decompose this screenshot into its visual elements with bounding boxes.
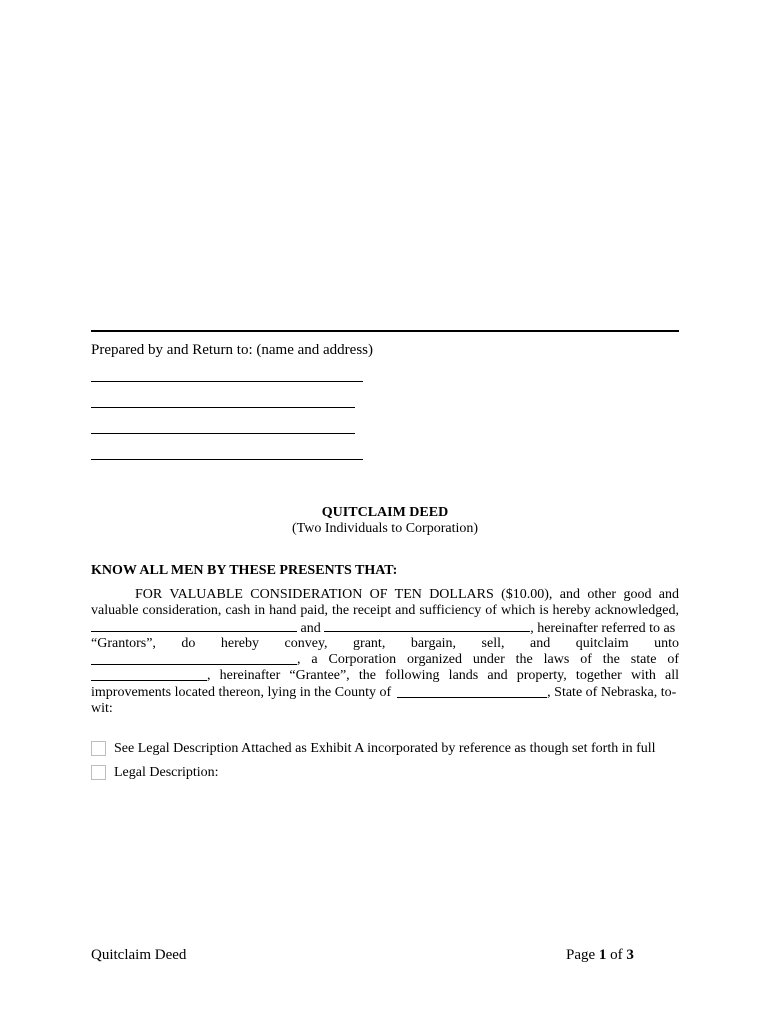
address-line-4[interactable] — [91, 459, 363, 460]
grantor-1-name-field[interactable] — [91, 619, 297, 632]
legal-description-label: Legal Description: — [114, 765, 219, 780]
address-line-1[interactable] — [91, 381, 363, 382]
corporation-text: , a Corporation organized under the laws of the state of — [297, 652, 679, 667]
consideration-line-1: FOR VALUABLE CONSIDERATION OF TEN DOLLARS ($10.00), and other good and — [135, 587, 679, 602]
prepared-by-label: Prepared by and Return to: (name and address) — [91, 342, 373, 358]
grantee-name-field[interactable] — [91, 652, 297, 665]
county-field[interactable] — [397, 685, 547, 698]
of-word: of — [610, 947, 623, 963]
grantors-line — [91, 619, 679, 637]
page-total: 3 — [626, 947, 634, 963]
footer-page-number — [566, 947, 634, 964]
and-text: and — [300, 621, 321, 636]
legal-description-checkbox[interactable] — [91, 765, 106, 780]
know-all-men-heading: KNOW ALL MEN BY THESE PRESENTS THAT: — [91, 563, 398, 578]
county-line — [91, 685, 679, 701]
exhibit-checkbox[interactable] — [91, 741, 106, 756]
grantors-convey-line: “Grantors”, do hereby convey, grant, bargain, sell, and quitclaim unto — [91, 636, 679, 651]
state-field[interactable] — [91, 668, 207, 681]
consideration-line-2: valuable consideration, cash in hand paid, the receipt and sufficiency of which is hereby acknowledged, — [91, 603, 679, 618]
referred-text: , hereinafter referred to as — [530, 621, 676, 636]
nebraska-text: , State of Nebraska, to- — [547, 685, 677, 700]
state-line — [91, 668, 679, 684]
grantee-text: , hereinafter “Grantee”, the following lands and property, together with all — [207, 668, 679, 683]
header-rule — [91, 330, 679, 332]
footer-document-name: Quitclaim Deed — [91, 947, 187, 963]
improvements-text: improvements located thereon, lying in the County of — [91, 685, 392, 700]
to-wit-text: wit: — [91, 701, 113, 716]
page-current: 1 — [598, 947, 607, 963]
grantee-line — [91, 652, 679, 668]
exhibit-checkbox-label: See Legal Description Attached as Exhibit A incorporated by reference as though set forth in full — [114, 741, 656, 756]
grantor-2-name-field[interactable] — [324, 619, 530, 632]
document-subtitle: (Two Individuals to Corporation) — [291, 521, 479, 536]
document-title: QUITCLAIM DEED — [321, 505, 449, 520]
address-line-2[interactable] — [91, 407, 355, 408]
address-line-3[interactable] — [91, 433, 355, 434]
page-word: Page — [566, 947, 596, 963]
